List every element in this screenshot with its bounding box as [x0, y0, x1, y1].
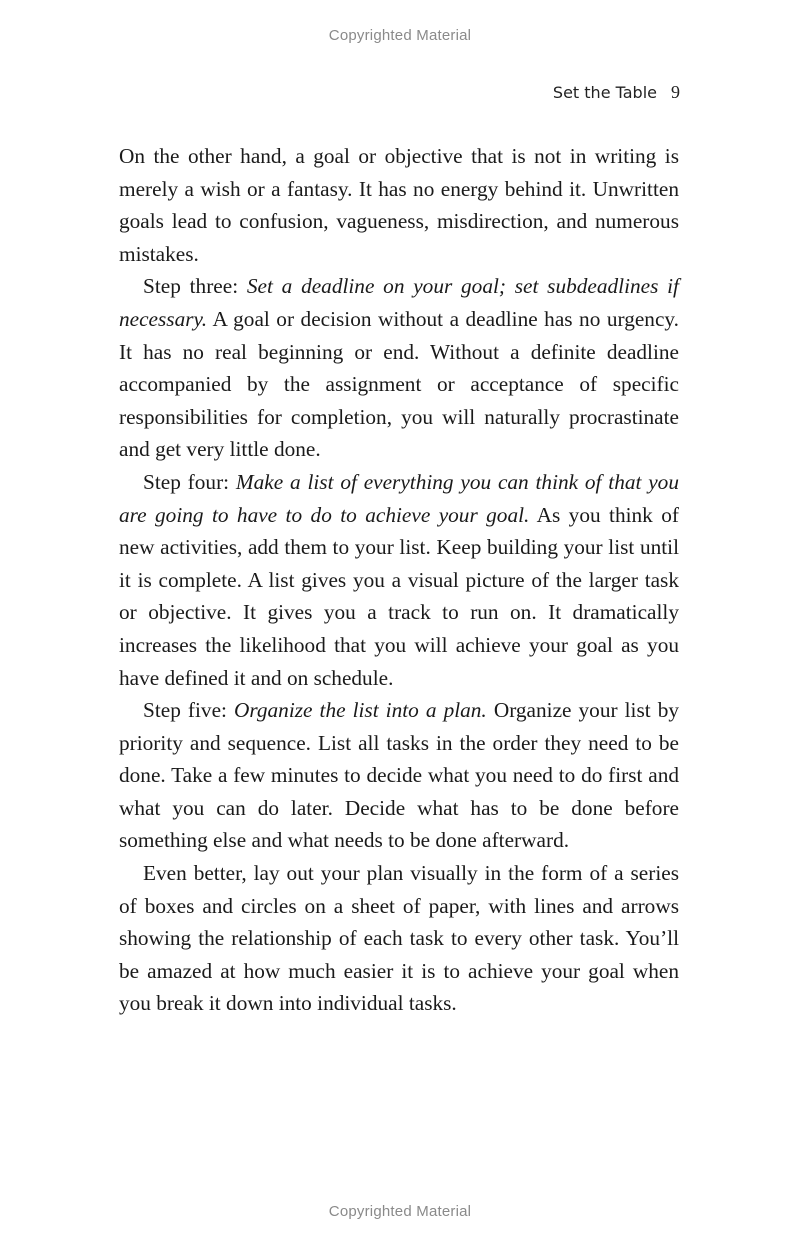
paragraph-lead: Step three:	[143, 274, 247, 299]
paragraph	[119, 857, 679, 1020]
paragraph-emphasis: Organize the list into a plan.	[234, 698, 487, 723]
page-number: 9	[671, 82, 680, 102]
body-text	[119, 140, 679, 1020]
paragraph-text: As you think of new activities, add them to your list. Keep building your list until it is complete. A list gives you a visual picture of the larger task or objective. It gives you a track to run on. It dramatically increases the likelihood that you will achieve your goal as you have defined it and on schedule.	[119, 502, 679, 690]
chapter-title: Set the Table	[552, 83, 657, 102]
paragraph-text: Even better, lay out your plan visually in the form of a series of boxes and circles on a sheet of paper, with lines and arrows showing the relationship of each task to every other task. You’ll be amazed at how much easier it is to achieve your goal when you break it down into individual tasks.	[119, 861, 679, 1016]
copyright-watermark-bottom: Copyrighted Material	[328, 1203, 472, 1220]
running-header	[553, 82, 680, 103]
paragraph-text: Organize your list by priority and sequence. List all tasks in the order they need to be done. Take a few minutes to decide what you need to do first and what you can do later. Decide what has to be done before something else and what needs to be done afterward.	[119, 698, 679, 853]
paragraph-step-three	[119, 270, 679, 466]
paragraph-step-four	[119, 466, 679, 694]
copyright-watermark-top: Copyrighted Material	[328, 27, 472, 44]
paragraph-emphasis: Make a list of everything you can think of that you are going to have to do to achieve your goal.	[119, 469, 679, 527]
paragraph-lead: Step five:	[143, 698, 234, 723]
paragraph-lead: Step four:	[143, 469, 236, 494]
paragraph	[119, 140, 679, 270]
paragraph-step-five	[119, 694, 679, 857]
paragraph-text: A goal or decision without a deadline has no urgency. It has no real beginning or end. Without a definite deadline accompanied by the assignment or acceptance of specific responsibilities for completion, you will naturally procrastinate and get very little done.	[119, 306, 679, 462]
paragraph-emphasis: Set a deadline on your goal; set subdeadlines if necessary.	[119, 274, 679, 331]
paragraph-text: On the other hand, a goal or objective that is not in writing is merely a wish or a fantasy. It has no energy behind it. Unwritten goals lead to confusion, vagueness, misdirection, and numerous mistakes.	[119, 144, 679, 266]
